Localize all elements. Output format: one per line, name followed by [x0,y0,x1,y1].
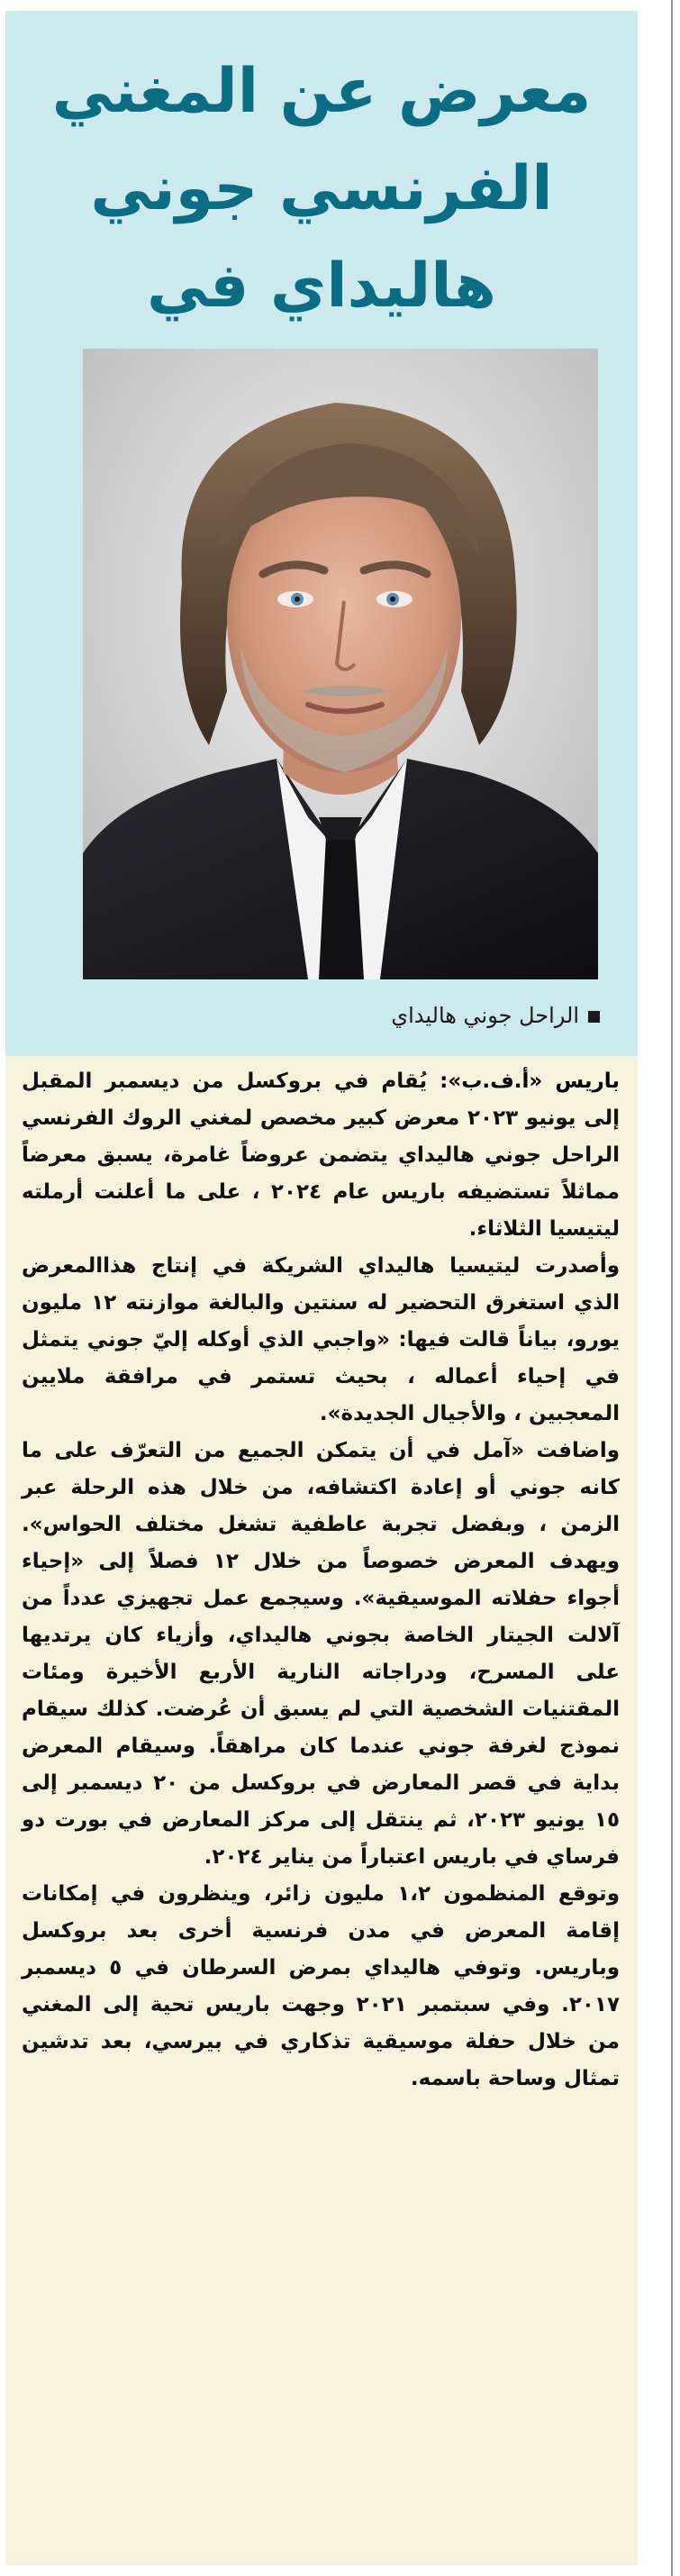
photo-caption-text: الراحل جوني هاليداي [391,1003,579,1028]
dateline: باريس «أ.ف.ب»: [440,1070,620,1093]
paragraph-1 [22,1063,620,1248]
portrait-photo-icon [83,349,598,979]
caption-square-icon [588,1011,600,1023]
paragraph-3: واضافت «آمل في أن يتمكن الجميع من التعرّف على ما كانه جوني أو إعادة اكتشافه، من خلال هذه الرحلة عبر الزمن ، وبفضل تجربة عاطفية تشغل مختلف الحواس». ويهدف المعرض خصوصاً من خلال ١٢ فصلاً إلى «إحياء أجواء حفلاته الموسيقية». وسيجمع عمل تجهيزي عدداً من آلالت الجيتار الخاصة بجوني هاليداي، وأزياء كان يرتديها على المسرح، ودراجاته النارية الأربع الأخيرة ومئات المقتنيات الشخصية التي لم يسبق أن عُرضت. كذلك سيقام نموذج لغرفة جوني عندما كان مراهقاً. وسيقام المعرض بداية في قصر المعارض في بروكسل من ٢٠ ديسمبر إلى ١٥ يونيو ٢٠٢٣، ثم ينتقل إلى مركز المعارض في بورت دو فرساي في باريس اعتباراً من يناير ٢٠٢٤. [22,1439,621,1869]
page-edge-rule [671,0,673,2576]
paragraph-2: وأصدرت ليتيسيا هاليداي الشريكة في إنتاج هذاالمعرض الذي استغرق التحضير له سنتين والبالغة موازنته ١٢ مليون يورو، بياناً قالت فيها: «واجبي الذي أوكله إليّ جوني يتمثل في إحياء أعماله ، بحيث تستمر في مرافقة ملايين المعجبين ، والأجيال الجديدة». [22,1254,620,1425]
photo-caption [23,997,600,1033]
article-body [22,1063,620,2098]
paragraph-1-text: يُقام في بروكسل من ديسمبر المقبل إلى يونيو ٢٠٢٣ معرض كبير مخصص لمغني الروك الفرنسي الراحل جوني هاليداي يتضمن عروضاً غامرة، يسبق معرضاً مماثلاً تستضيفه باريس عام ٢٠٢٤ ، على ما أعلنت أرملته ليتيسيا الثلاثاء. [22,1070,620,1241]
portrait-photo [83,349,598,979]
paragraph-4: وتوقع المنظمون ١،٢ مليون زائر، وينظرون في إمكانات إقامة المعرض في مدن فرنسية أخرى بعد بروكسل وباريس. وتوفي هاليداي بمرض السرطان في ٥ ديسمبر ٢٠١٧. وفي سبتمبر ٢٠٢١ وجهت باريس تحية إلى المغني من خلال حفلة موسيقية تذكاري في بيرسي، بعد تدشين تمثال وساحة باسمه. [22,1882,621,2090]
article-header [5,11,638,1056]
article-title: معرض عن المغني الفرنسي جوني هاليداي في [51,56,592,322]
news-article [5,11,638,2565]
